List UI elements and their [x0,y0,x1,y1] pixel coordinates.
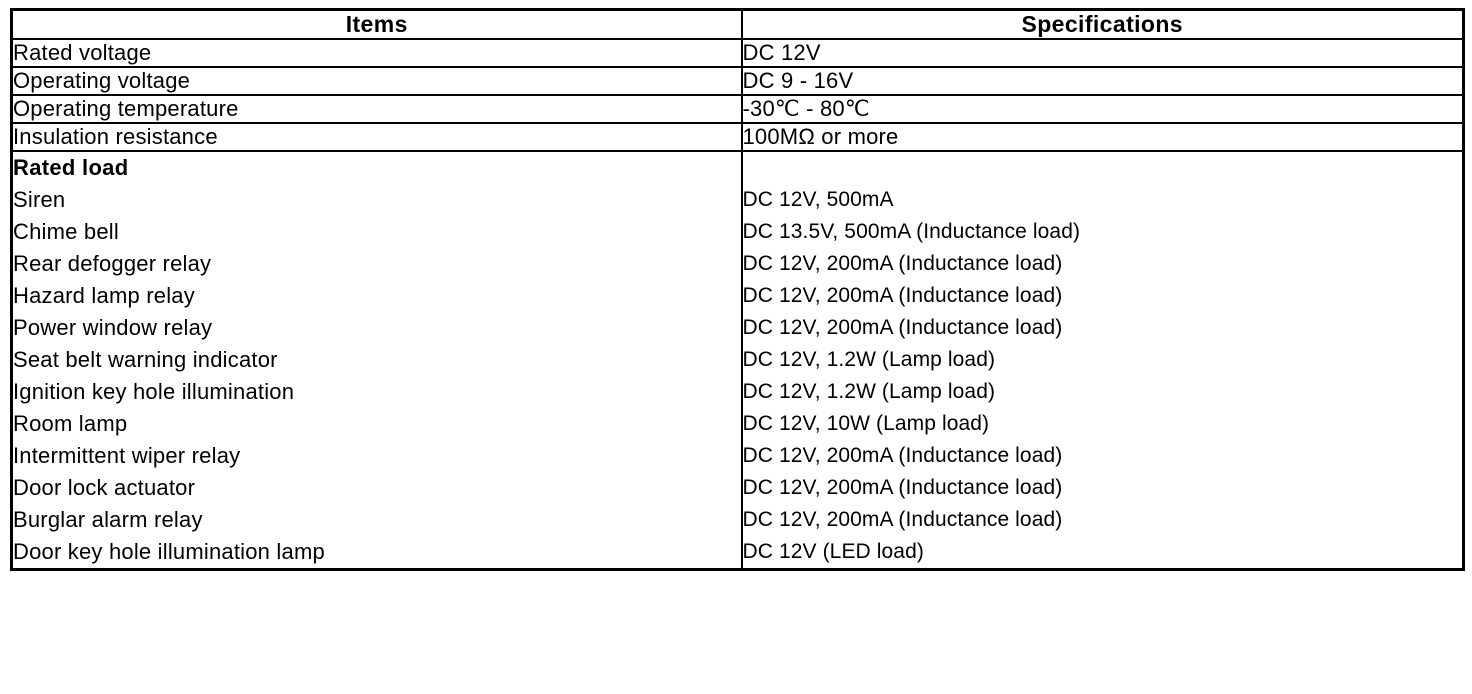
rated-load-spec-list [743,184,1463,568]
list-item: DC 12V, 500mA [742,188,894,211]
list-item: DC 12V, 1.2W (Lamp load) [742,348,996,371]
rated-load-specs-cell [742,151,1464,570]
list-item: DC 12V, 200mA (Inductance load) [742,252,1063,275]
spec-insulation-resistance: 100MΩ or more [742,123,1464,151]
list-item: DC 12V, 200mA (Inductance load) [742,316,1063,339]
rated-load-spec-spacer [743,152,1463,184]
table-row [12,123,1464,151]
spec-rated-voltage: DC 12V [742,39,1464,67]
table-row [12,39,1464,67]
list-item: Siren [13,187,66,212]
rated-load-items-cell [12,151,742,570]
list-item: DC 13.5V, 500mA (Inductance load) [742,220,1081,243]
list-item: DC 12V, 200mA (Inductance load) [742,476,1063,499]
list-item: DC 12V, 200mA (Inductance load) [742,444,1063,467]
list-item: Seat belt warning indicator [13,347,278,372]
rated-load-title: Rated load [13,155,129,180]
rated-load-item-list [13,184,741,568]
list-item: Door lock actuator [13,475,196,500]
item-operating-voltage: Operating voltage [12,67,742,95]
list-item: Ignition key hole illumination [13,379,295,404]
list-item: Hazard lamp relay [13,283,195,308]
list-item: Chime bell [13,219,119,244]
spec-operating-temperature: -30℃ - 80℃ [742,95,1464,123]
list-item: DC 12V, 1.2W (Lamp load) [742,380,996,403]
list-item: DC 12V, 200mA (Inductance load) [742,508,1063,531]
item-insulation-resistance: Insulation resistance [12,123,742,151]
list-item: DC 12V (LED load) [742,540,924,563]
table-row [12,67,1464,95]
specifications-table [10,8,1465,571]
list-item: DC 12V, 10W (Lamp load) [742,412,990,435]
list-item: Room lamp [13,411,128,436]
list-item: Door key hole illumination lamp [13,539,325,564]
table-row [12,95,1464,123]
spec-operating-voltage: DC 9 - 16V [742,67,1464,95]
list-item: Burglar alarm relay [13,507,203,532]
list-item: Power window relay [13,315,213,340]
list-item: Intermittent wiper relay [13,443,241,468]
list-item: DC 12V, 200mA (Inductance load) [742,284,1063,307]
column-header-specifications: Specifications [742,10,1464,40]
list-item: Rear defogger relay [13,251,212,276]
item-rated-voltage: Rated voltage [12,39,742,67]
table-row-rated-load [12,151,1464,570]
item-operating-temperature: Operating temperature [12,95,742,123]
table-header-row [12,10,1464,40]
column-header-items: Items [12,10,742,40]
